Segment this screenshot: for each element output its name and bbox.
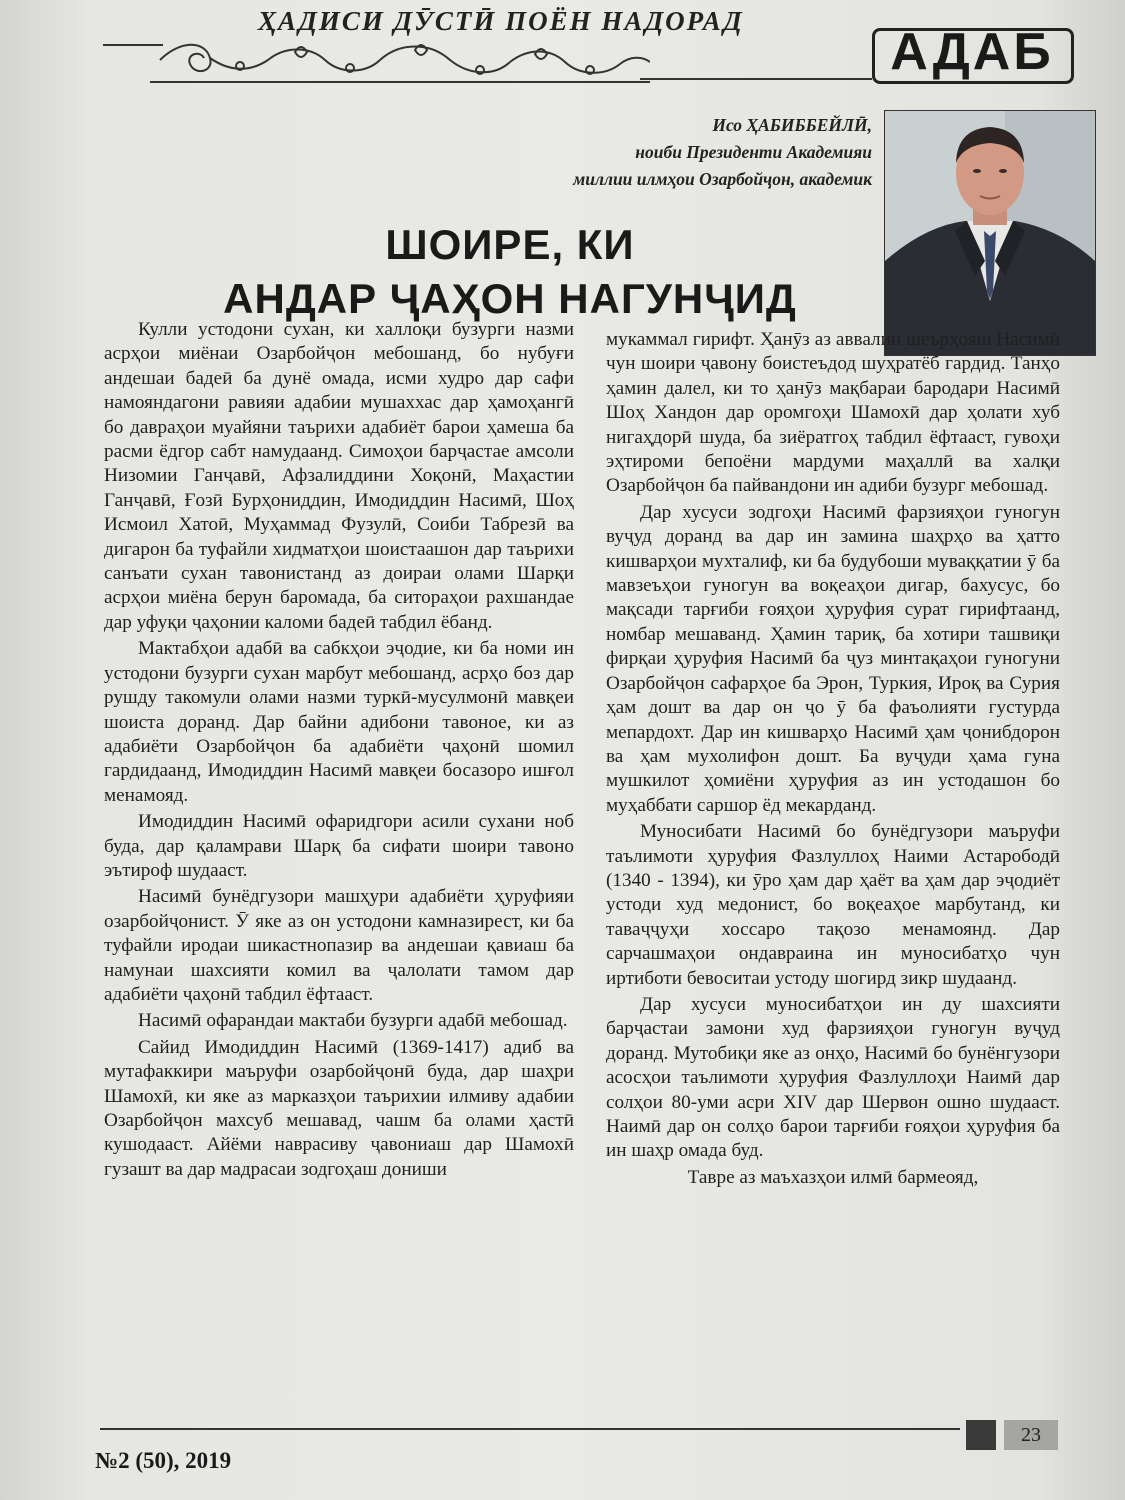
paragraph: Дар хусуси зодгоҳи Насимӣ фарзияҳои гуногун вуҷуд доранд ва дар ин замина шаҳрҳо ва ҳатто кишварҳои мухталиф, ки ба будубоши муваққатии ӯ ба мавзеъҳои гуногун ва воқеаҳои дигар, бахусус, бо мақсади тарғиби ғояҳои ҳуруфия сурат гирифтаанд, номбар мешаванд. Ҳамин тариқ, ба хотири ташвиқи фирқаи ҳуруфия Насимӣ ба ҷуз минтақаҳои гуногуни Озарбойҷон сафарҳое ба Эрон, Туркия, Ироқ ва Сурия ҳам дошт ва дар он ҷо ӯ ба фаъолияти густурда мепардохт. Дар ин кишварҳо Насимӣ ҳам ҷонибдорон ва ҳам мухолифон дошт. Ба вуҷуди ҳама гуна мушкилот ҳомиёни ҳуруфия аз ин устодашон бо муҳаббати саршор ёд мекарданд. [606, 501, 1060, 816]
footer-square [966, 1420, 996, 1450]
headline-line-2: АНДАР ҶАҲОН НАГУНҶИД [223, 275, 797, 322]
paragraph: мукаммал гирифт. Ҳанӯз аз аввалин шеърҳояш Насимӣ чун шоири ҷавону боистеъдод шуҳратёб гардид. Танҳо ҳамин далел, ки то ҳанӯз мақбараи бародари Насимӣ Шоҳ Хандон дар оромгоҳи Шамохӣ дар ҳолати хуб нигаҳдорӣ шуда, ба зиёратгоҳ табдил ёфтааст, гувоҳи эҳтироми бепоёни мардуми маҳаллӣ ва халқи Озарбойҷон ба пайвандони ин адиби бузург мебошад. [606, 329, 1060, 497]
article-headline [190, 218, 830, 326]
header-title: ҲАДИСИ ДӮСТӢ ПОЁН НАДОРАД [258, 6, 744, 36]
author-name: Исо ҲАБИББЕЙЛӢ, [712, 115, 872, 135]
author-role-1: ноиби Президенти Академияи [635, 142, 872, 162]
article-column-1 [104, 318, 574, 1184]
section-label: АДАБ [890, 23, 1054, 81]
page-number: 23 [1004, 1420, 1058, 1450]
issue-label: №2 (50), 2019 [95, 1448, 232, 1473]
paragraph: Насимӣ офарандаи мактаби бузурги адабӣ мебошад. [138, 1010, 568, 1032]
paragraph: Дар хусуси муносибатҳои ин ду шахсияти барҷастаи замони худ фарзияҳои гуногун вуҷуд доранд. Мутобиқи яке аз онҳо, Насимӣ бо бунёнгузори асосҳои таълимоти ҳуруфия Фазлуллоҳи Наимӣ дар солҳои 80-уми асри XIV дар Шервон ошно шудааст. Наимӣ дар он солҳо барои тарғиби ғояҳои ҳуруфия ба ин шаҳр омада буд. [606, 993, 1060, 1162]
article-column-2 [606, 328, 1060, 1192]
paragraph: Тавре аз маъхазҳои илмӣ бармеояд, [687, 1166, 979, 1188]
paragraph: Кулли устодони сухан, ки халлоқи бузурги назми асрҳои миёнаи Озарбойҷон мебошанд, бо нубуғи андешаи бадеӣ ба дунё омада, исми худро дар сафи намояндагони равияи адабии мушаххас дар ҳамоҳангӣ бо давраҳои муайяни таърихи адабиёт барои ҳамеша ба расми ёдгор сабт намудаанд. Симоҳои барҷастае амсоли Низомии Ганҷавӣ, Афзалиддини Хоқонӣ, Маҳастии Ганҷавӣ, Ғозӣ Бурҳониддин, Имодиддин Насимӣ, Шоҳ Исмоил Хатоӣ, Муҳаммад Фузулӣ, Соиби Табрезӣ ва дигарон ба туфайли хидматҳои шоистаашон дар таърихи санъати сухан тавонистанд аз доираи олами Шарқи асрҳои миёна берун баромада, ба ситораҳои рахшандае дар уфуқи ҷаҳонии каломи бадеӣ табдил ёбанд. [104, 319, 574, 633]
author-photo [884, 110, 1096, 356]
author-role-2: миллии илмҳои Озарбойҷон, академик [573, 169, 872, 189]
paragraph: Имодиддин Насимӣ офаридгори асили сухани ноб буда, дар қаламрави Шарқ ба сифати шоири тавоно эътироф шудааст. [104, 811, 574, 881]
ornament-icon [150, 32, 650, 86]
paragraph: Муносибати Насимӣ бо бунёдгузори маъруфи таълимоти ҳуруфия Фазлуллоҳ Наими Астарободӣ (1340 - 1394), ки ӯро ҳам дар ҳаёт ва ҳам дар эҷодиёт устоди худ медонист, бо воқеаҳое марбутанд, ки таваҷҷуҳи хоссаро тақозо менамоянд. Дар сарчашмаҳои ондавраина ин муносибатҳо чун иртиботи бевоситаи устоду шогирд зикр шудаанд. [606, 821, 1060, 989]
paragraph: Насимӣ бунёдгузори машҳури адабиёти ҳуруфияи озарбойҷонист. Ӯ яке аз он устодони камназирест, ки ба туфайли иродаи шикастнопазир ва андешаи қавиаш ба намунаи шахсияти комил ва ҷалолати тамом дар адабиёти ҷаҳонӣ табдил ёфтааст. [104, 886, 574, 1005]
paragraph: Мактабҳои адабӣ ва сабкҳои эҷодие, ки ба номи ин устодони бузурги сухан марбут мебошанд, асрҳо боз дар рушду такомули олами назми туркӣ-мусулмонӣ мавқеи шоиста доранд. Дар байни адибони тавоное, ки аз адабиёти Озарбойҷон ба адабиёти ҷаҳонӣ шомил гардидаанд, Имодиддин Насимӣ мавқеи босазоро ишғол менамояд. [104, 638, 574, 806]
footer-rule [100, 1428, 960, 1430]
header-rule-right [640, 78, 872, 80]
author-block [500, 112, 872, 193]
paragraph: Сайид Имодиддин Насимӣ (1369-1417) адиб ва мутафаккири маъруфи озарбойҷонӣ буда, дар шаҳри Шамохӣ, ки яке аз марказҳои таърихии илмиву адабии Озарбойҷон махсуб мешавад, чашм ба олами ҳастӣ кушодааст. Айёми наврасиву ҷавониаш дар Шамохӣ гузашт ва дар мадрасаи зодгоҳаш дониши [104, 1036, 574, 1180]
headline-line-1: ШОИРЕ, КИ [385, 221, 635, 268]
